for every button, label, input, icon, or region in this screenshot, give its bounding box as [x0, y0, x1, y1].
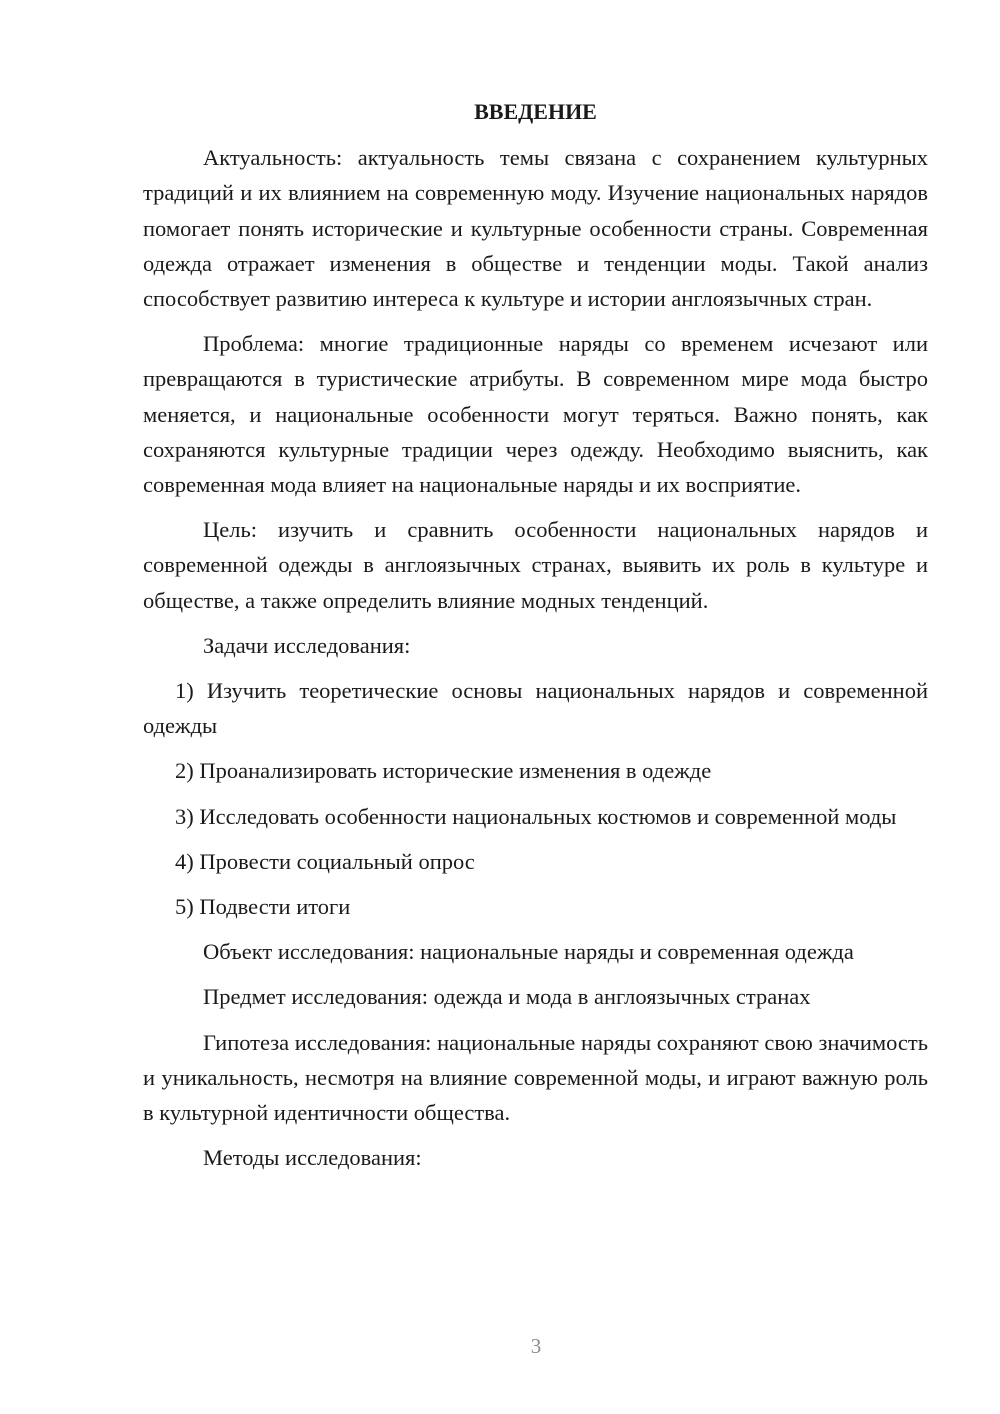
task-item-5: 5) Подвести итоги — [175, 894, 351, 920]
task-item-3: 3) Исследовать особенности национальных костюмов и современной моды — [175, 803, 897, 829]
paragraph-problem: Проблема: многие традиционные наряды со временем исчезают или превращаются в туристические атрибуты. В современном мире мода быстро меняется, и национальные особенности могут теряться. Важно понять, как сохраняются культурные традиции через одежду. Необходимо выяснить, как современная мода влияет на национальные наряды и их восприятие. — [143, 331, 928, 498]
paragraph-object: Объект исследования: национальные наряды и современная одежда — [203, 939, 854, 965]
paragraph-hypothesis: Гипотеза исследования: национальные наряды сохраняют свою значимость и уникальность, несмотря на влияние современной моды, и играют важную роль в культурной идентичности общества. — [143, 1029, 928, 1126]
paragraph-subject: Предмет исследования: одежда и мода в англоязычных странах — [203, 984, 811, 1010]
paragraph-tasks-title: Задачи исследования: — [203, 632, 411, 658]
task-item-2: 2) Проанализировать исторические изменения в одежде — [175, 758, 712, 784]
page-heading: ВВЕДЕНИЕ — [474, 99, 597, 124]
paragraph-goal: Цель: изучить и сравнить особенности национальных нарядов и современной одежды в англоязычных странах, выявить их роль в культуре и обществе, а также определить влияние модных тенденций. — [143, 517, 928, 613]
task-item-1: 1) Изучить теоретические основы национальных нарядов и современной одежды — [143, 678, 928, 739]
tasks-list — [143, 673, 928, 924]
page-number: 3 — [530, 1334, 542, 1358]
paragraph-relevance: Актуальность: актуальность темы связана с сохранением культурных традиций и их влиянием на современную моду. Изучение национальных нарядов помогает понять исторические и культурные особенности страны. Современная одежда отражает изменения в обществе и тенденции моды. Такой анализ способствует развитию интереса к культуре и истории англоязычных стран. — [143, 145, 928, 312]
page-content — [143, 94, 928, 1185]
paragraph-methods-title: Методы исследования: — [203, 1145, 422, 1171]
task-item-4: 4) Провести социальный опрос — [175, 848, 475, 874]
